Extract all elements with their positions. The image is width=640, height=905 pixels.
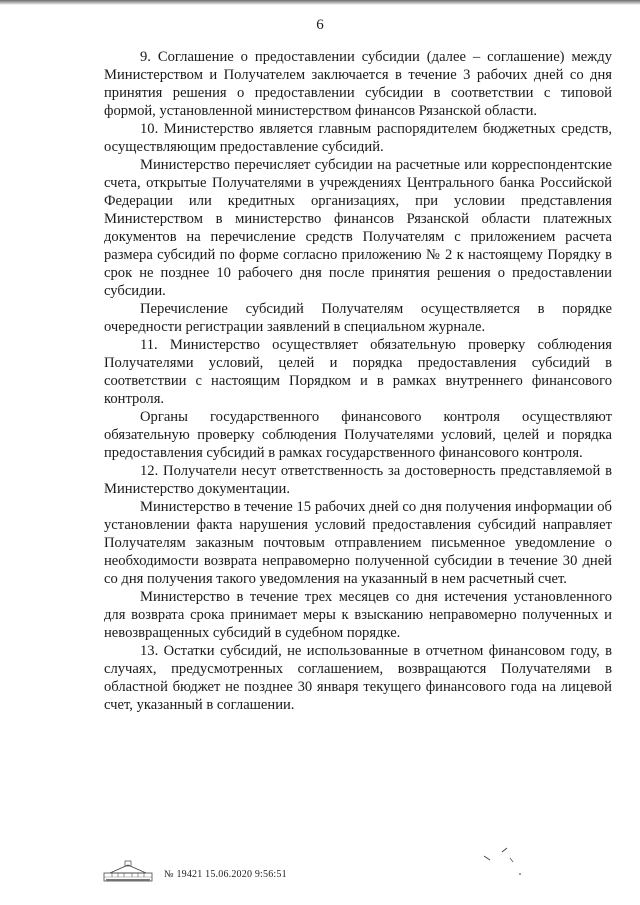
paragraph-10: 10. Министерство является главным распорядителем бюджетных средств, осуществляющим предоставление субсидий. xyxy=(104,121,612,155)
paragraph-9: 9. Соглашение о предоставлении субсидии (далее – соглашение) между Министерством и Получателем заключается в течение 3 рабочих дней со дня принятия решения о предоставлении субсидии в соответствии с типовой формой, установленной министерством финансов Рязанской области. xyxy=(104,49,612,119)
scan-marks xyxy=(480,838,530,878)
building-stamp-icon xyxy=(102,860,154,884)
document-body xyxy=(104,48,612,714)
document-registration-id: № 19421 15.06.2020 9:56:51 xyxy=(164,869,287,880)
paragraph-11: 11. Министерство осуществляет обязательную проверку соблюдения Получателями условий, целей и порядка предоставления субсидий в соответствии с настоящим Порядком и в рамках внутреннего финансового контроля. xyxy=(104,337,612,407)
paragraph-notification: Министерство в течение 15 рабочих дней со дня получения информации об установлении факта нарушения условий предоставления субсидий направляет Получателям заказным почтовым отправлением письменное уведомление о необходимости возврата неправомерно полученной субсидии в течение 30 дней со дня получения такого уведомления на указанный в нем расчетный счет. xyxy=(104,499,612,587)
paragraph-transfer-order: Перечисление субсидий Получателям осуществляется в порядке очередности регистрации заявлений в специальном журнале. xyxy=(104,301,612,335)
page-number: 6 xyxy=(316,17,324,33)
paragraph-recovery: Министерство в течение трех месяцев со дня истечения установленного для возврата срока принимает меры к взысканию неправомерно полученных и невозвращенных субсидий в судебном порядке. xyxy=(104,589,612,641)
scan-top-edge xyxy=(0,0,640,5)
paragraph-13: 13. Остатки субсидий, не использованные в отчетном финансовом году, в случаях, предусмотренных соглашением, возвращаются Получателями в областной бюджет не позднее 30 января текущего финансового года на лицевой счет, указанный в соглашении. xyxy=(104,643,612,713)
paragraph-control-bodies: Органы государственного финансового контроля осуществляют обязательную проверку соблюдения Получателями условий, целей и порядка предоставления субсидий в рамках государственного финансового контроля. xyxy=(104,409,612,461)
paragraph-transfer: Министерство перечисляет субсидии на расчетные или корреспондентские счета, открытые Получателями в учреждениях Центрального банка Российской Федерации или кредитных организациях, при условии представления Министерством в министерство финансов Рязанской области платежных документов на перечисление средств Получателям с приложением расчета размера субсидий по форме согласно приложению № 2 к настоящему Порядку в срок не позднее 10 рабочего дня после принятия решения о предоставлении субсидии. xyxy=(104,157,612,299)
paragraph-12: 12. Получатели несут ответственность за достоверность представляемой в Министерство документации. xyxy=(104,463,612,497)
